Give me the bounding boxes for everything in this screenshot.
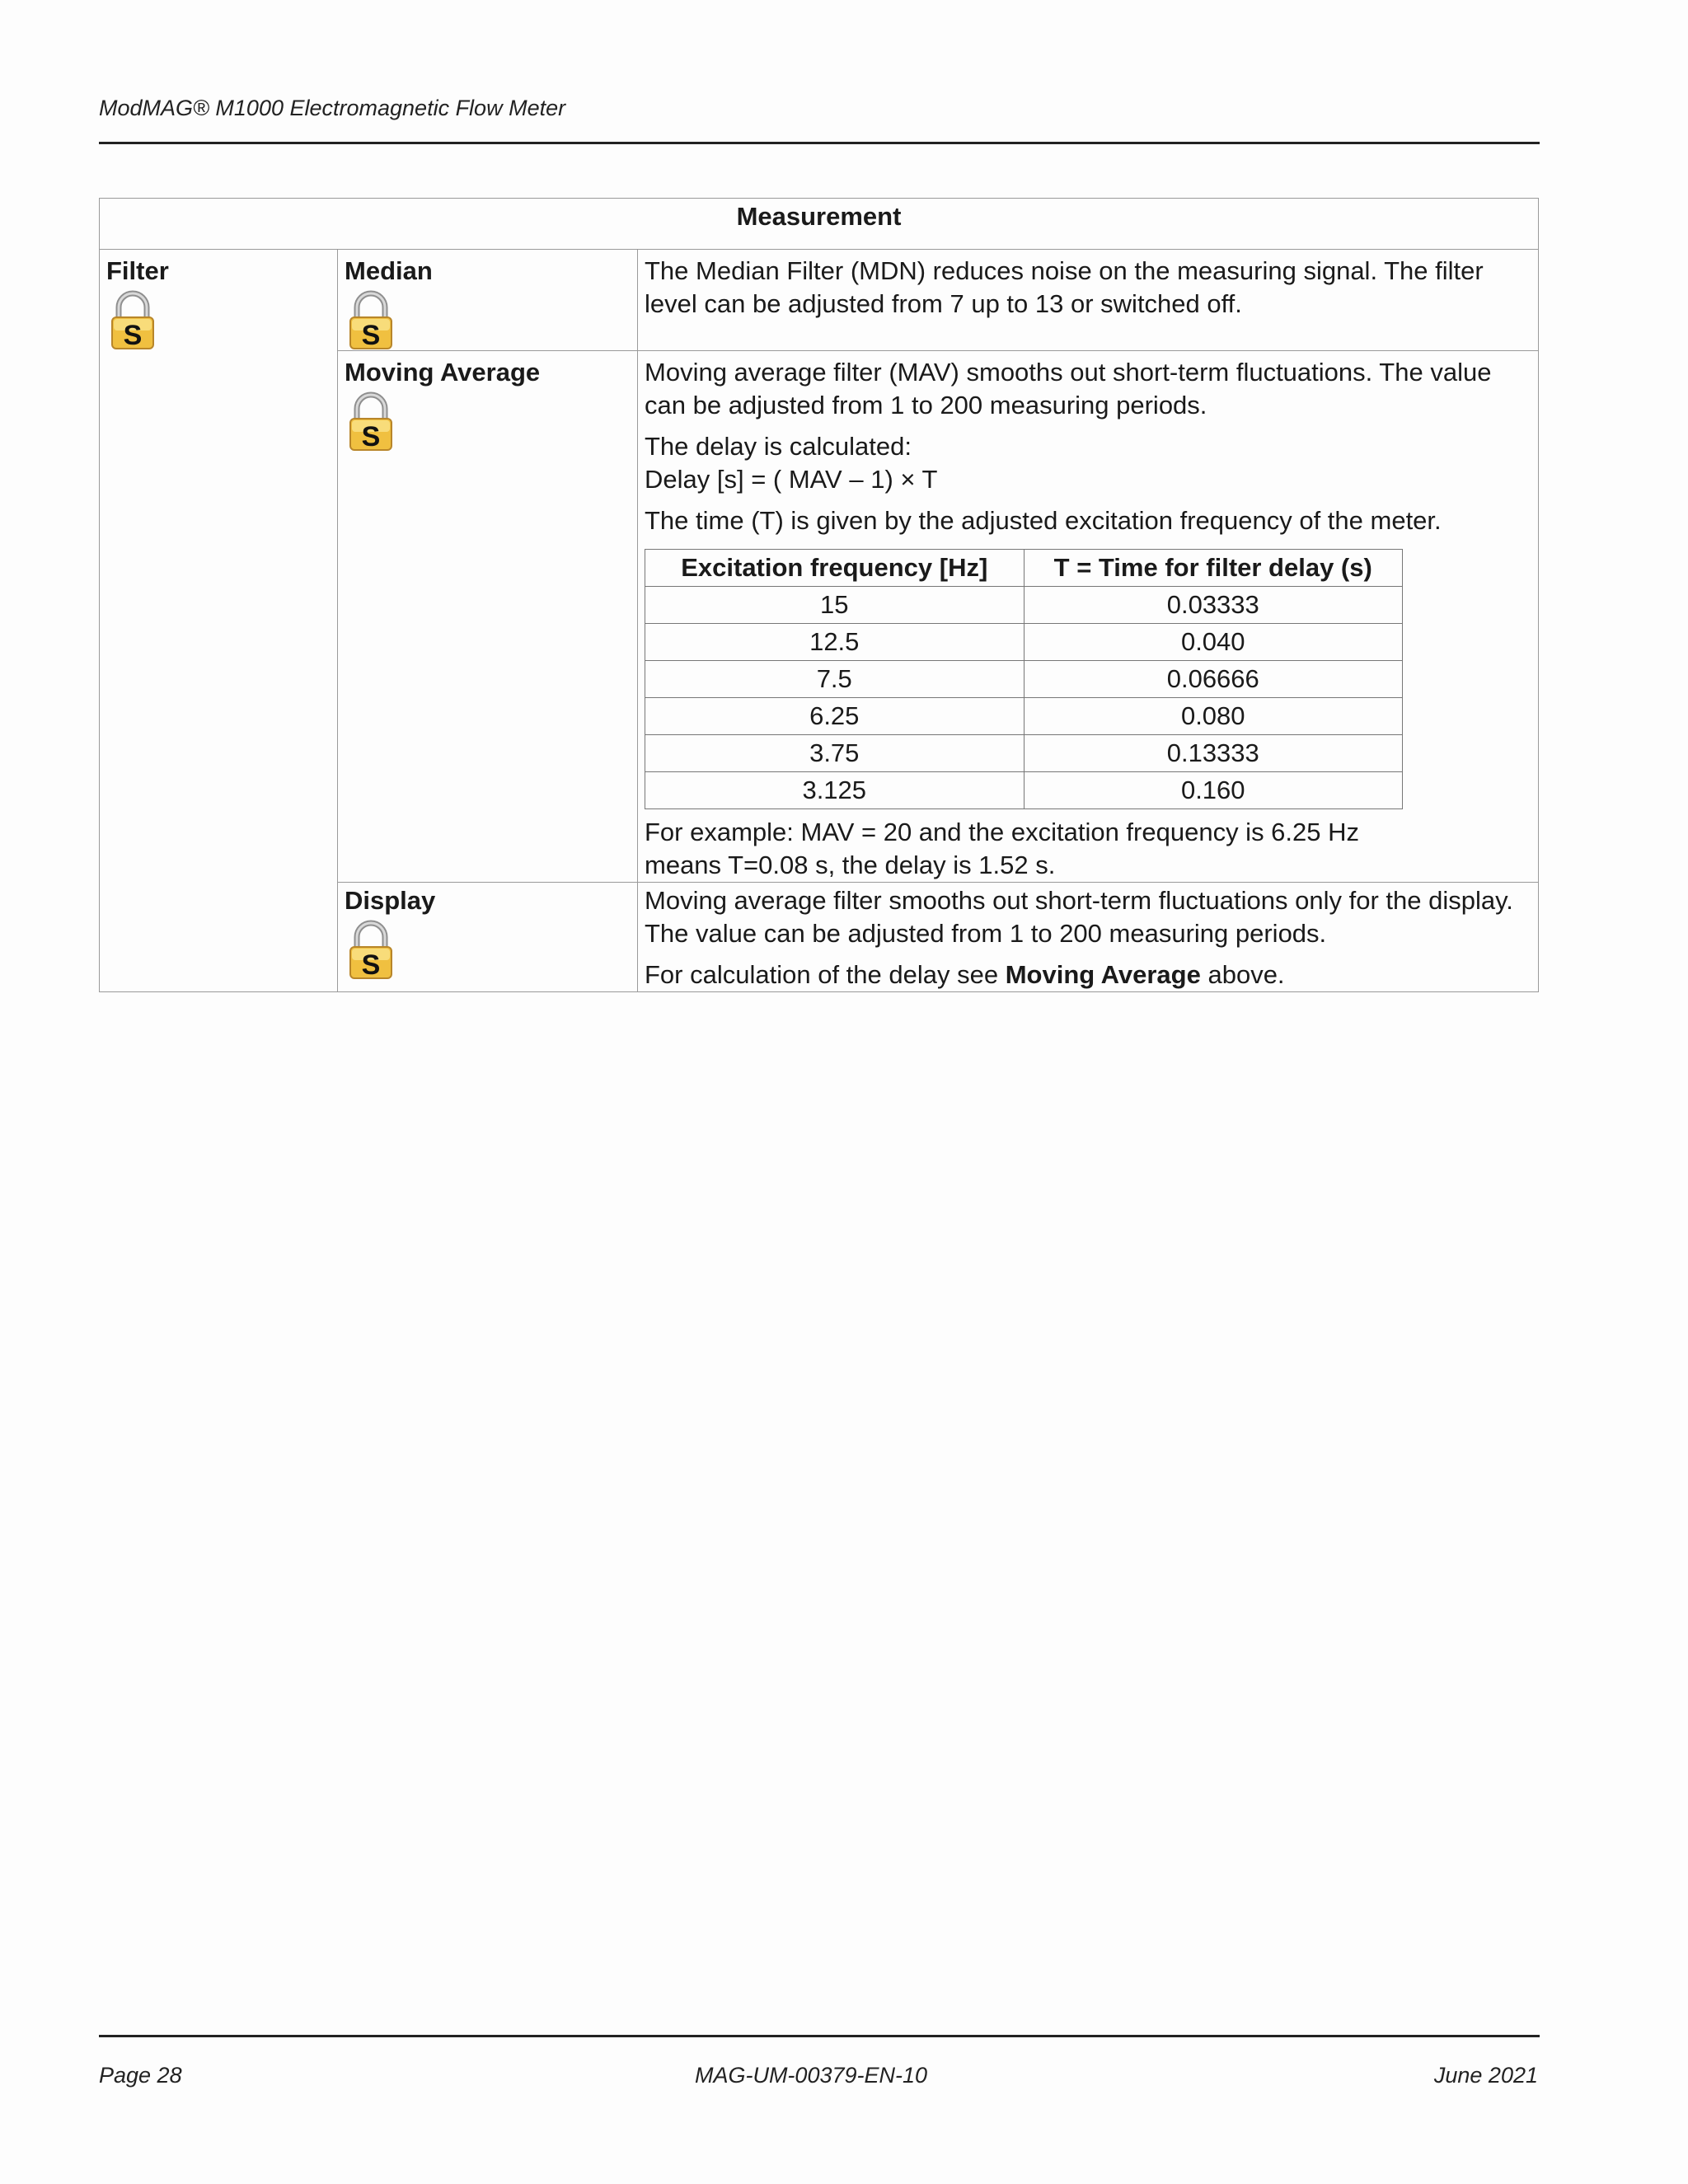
section-title-text: Measurement [736,202,902,231]
display-see-also [645,958,1531,991]
running-header: ModMAG® M1000 Electromagnetic Flow Meter [99,96,566,120]
table-row [645,587,1403,624]
delay-intro [645,430,1531,496]
example-text [645,816,1531,882]
row-label-display [338,883,638,992]
lock-s-icon [110,289,156,350]
see-also-reference: Moving Average [1005,960,1201,989]
table-row [645,735,1403,772]
display-label: Display [345,886,436,915]
table-row [645,698,1403,735]
moving-average-description-cell [638,351,1539,883]
frequency-cell: 15 [645,587,1025,624]
svg-text:S: S [123,320,143,350]
svg-text:S: S [361,421,381,452]
page-number: Page 28 [99,2063,182,2088]
median-description: The Median Filter (MDN) reduces noise on the measuring signal. The filter level can be adjusted from 7 up to 13 or switched off. [645,256,1484,318]
delay-time-cell: 0.080 [1024,698,1403,735]
median-description-cell [638,250,1539,351]
column-header-frequency: Excitation frequency [Hz] [645,550,1025,587]
delay-time-cell: 0.160 [1024,772,1403,809]
see-also-suffix: above. [1200,960,1285,989]
lock-s-icon [348,391,394,452]
delay-time-cell: 0.03333 [1024,587,1403,624]
svg-text:S: S [361,949,381,980]
excitation-frequency-table [645,549,1403,809]
time-note: The time (T) is given by the adjusted excitation frequency of the meter. [645,506,1442,535]
example-line-2: means T=0.08 s, the delay is 1.52 s. [645,851,1056,879]
delay-formula: Delay [s] = ( MAV – 1) × T [645,465,938,494]
delay-time-cell: 0.13333 [1024,735,1403,772]
table-row [645,772,1403,809]
see-also-prefix: For calculation of the delay see [645,960,1006,989]
frequency-cell: 3.75 [645,735,1025,772]
moving-average-label: Moving Average [345,358,541,387]
median-label: Median [345,256,433,285]
document-id: MAG-UM-00379-EN-10 [694,2063,928,2088]
category-label: Filter [106,256,169,285]
frequency-cell: 7.5 [645,661,1025,698]
measurement-table [99,198,1539,992]
table-row [645,624,1403,661]
section-title [100,199,1539,250]
delay-time-cell: 0.06666 [1024,661,1403,698]
table-header-row [645,550,1403,587]
lock-s-icon [348,919,394,980]
display-description-cell [638,883,1539,992]
delay-intro-text: The delay is calculated: [645,432,912,461]
frequency-cell: 6.25 [645,698,1025,735]
delay-time-cell: 0.040 [1024,624,1403,661]
column-header-delay-time: T = Time for filter delay (s) [1024,550,1403,587]
row-label-median [338,250,638,351]
category-cell-filter [100,250,338,992]
row-label-moving-average [338,351,638,883]
lock-s-icon [348,289,394,350]
moving-average-description: Moving average filter (MAV) smooths out short-term fluctuations. The value can be adjusted from 1 to 200 measuring periods. [645,358,1492,419]
publication-date: June 2021 [1433,2063,1538,2088]
example-line-1: For example: MAV = 20 and the excitation frequency is 6.25 Hz [645,818,1360,846]
table-row [645,661,1403,698]
frequency-cell: 12.5 [645,624,1025,661]
frequency-cell: 3.125 [645,772,1025,809]
svg-text:S: S [361,320,381,350]
display-description: Moving average filter smooths out short-term fluctuations only for the display. The value can be adjusted from 1 to 200 measuring periods. [645,886,1513,948]
footer-divider [99,2035,1540,2037]
header-divider [99,142,1540,144]
